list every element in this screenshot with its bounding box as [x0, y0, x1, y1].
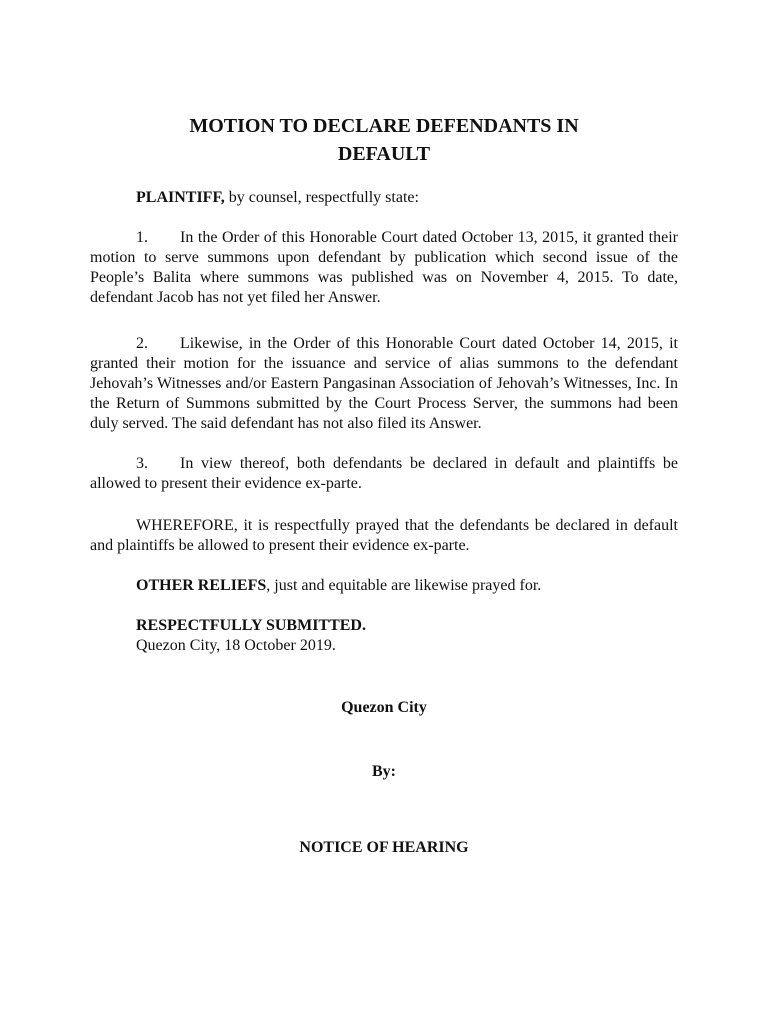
by-label: By: — [372, 763, 396, 780]
opening-statement — [90, 188, 678, 208]
paragraph-number-2: 2. — [136, 335, 148, 352]
paragraph-number-3: 3. — [136, 455, 148, 472]
paragraph-text-2: Likewise, in the Order of this Honorable Court dated October 14, 2015, it granted their motion for the issuance and service of alias summons to the defendant Jehovah’s Witnesses and/or Eastern Pangasinan Association of Jehovah’s Witnesses, Inc. In the Return of Summons submitted by the Court Process Server, the summons had been duly served. The said defendant has not also filed its Answer. — [90, 335, 678, 432]
paragraph-text-1: In the Order of this Honorable Court dated October 13, 2015, it granted their motion to serve summons upon defendant by publication which second issue of the People’s Balita where summons was published was on November 4, 2015. To date, defendant Jacob has not yet filed her Answer. — [90, 229, 678, 306]
document-page — [90, 112, 678, 858]
numbered-paragraph-3 — [90, 454, 678, 494]
other-reliefs-text: , just and equitable are likewise prayed for. — [266, 577, 542, 594]
paragraph-number-1: 1. — [136, 229, 148, 246]
document-title — [90, 112, 678, 168]
title-line-2: DEFAULT — [337, 143, 431, 165]
notice-of-hearing-heading: NOTICE OF HEARING — [299, 839, 469, 856]
title-line-1: MOTION TO DECLARE DEFENDANTS IN — [189, 115, 579, 137]
wherefore-paragraph: WHEREFORE, it is respectfully prayed that the defendants be declared in default and plaintiffs be allowed to present their evidence ex-parte. — [90, 517, 678, 554]
opening-text: by counsel, respectfully state: — [224, 189, 419, 206]
respectfully-submitted: RESPECTFULLY SUBMITTED. — [136, 617, 366, 634]
paragraph-text-3: In view thereof, both defendants be declared in default and plaintiffs be allowed to present their evidence ex-parte. — [90, 455, 678, 492]
plaintiff-label: PLAINTIFF, — [136, 189, 225, 206]
other-reliefs-label: OTHER RELIEFS — [136, 577, 267, 594]
city-heading: Quezon City — [341, 699, 427, 716]
place-and-date: Quezon City, 18 October 2019. — [136, 637, 336, 654]
other-reliefs-paragraph — [90, 576, 678, 596]
numbered-paragraph-1 — [90, 228, 678, 308]
numbered-paragraph-2 — [90, 334, 678, 434]
